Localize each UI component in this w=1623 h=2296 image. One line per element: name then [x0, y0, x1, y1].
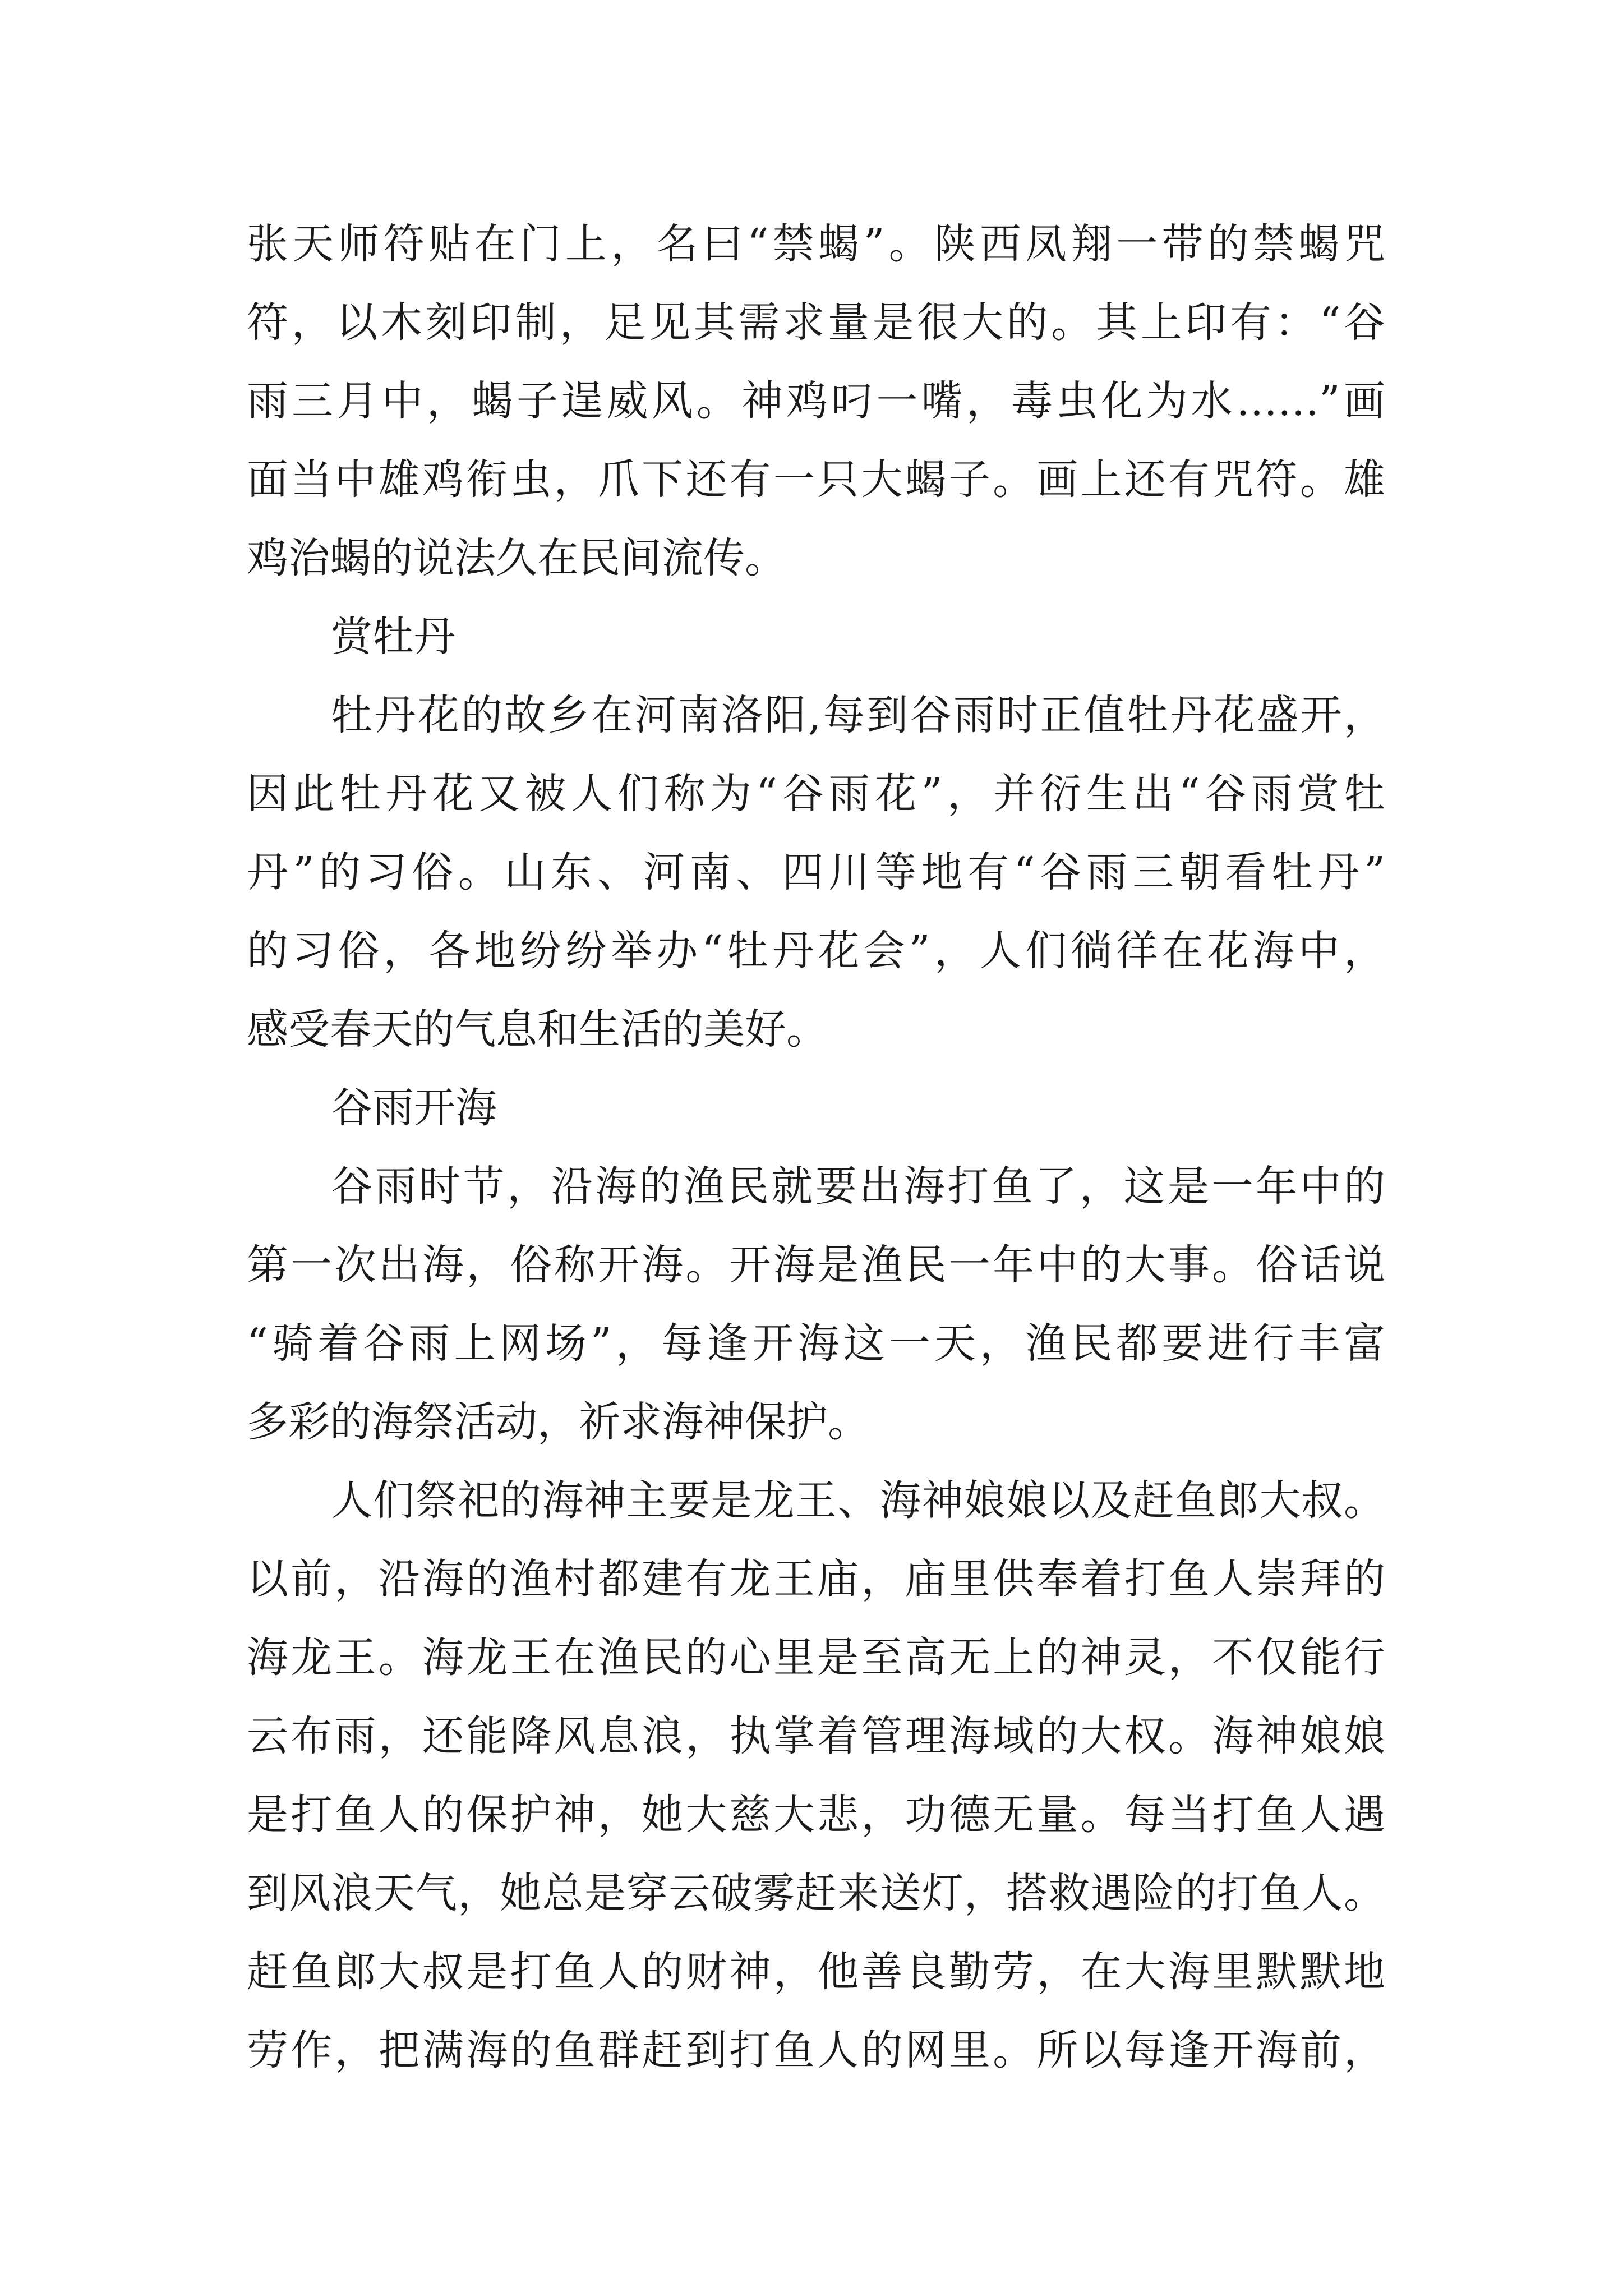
text-line: 的习俗，各地纷纷举办“牡丹花会”，人们徜徉在花海中， [247, 927, 1385, 975]
text-line: 到风浪天气，她总是穿云破雾赶来送灯，搭救遇险的打鱼人。 [247, 1869, 1385, 1917]
section-heading: 赏牡丹 [331, 613, 455, 661]
text-line: “骑着谷雨上网场”，每逢开海这一天，渔民都要进行丰富 [247, 1319, 1385, 1368]
text-line: 鸡治蝎的说法久在民间流传。 [247, 534, 786, 582]
text-line: 牡丹花的故乡在河南洛阳,每到谷雨时正值牡丹花盛开， [331, 691, 1385, 739]
text-line: 因此牡丹花又被人们称为“谷雨花”，并衍生出“谷雨赏牡 [247, 770, 1385, 818]
text-line: 赶鱼郎大叔是打鱼人的财神，他善良勤劳，在大海里默默地 [247, 1948, 1385, 1996]
text-line: 是打鱼人的保护神，她大慈大悲，功德无量。每当打鱼人遇 [247, 1791, 1385, 1839]
text-line: 谷雨时节，沿海的渔民就要出海打鱼了，这是一年中的 [331, 1162, 1385, 1211]
text-line: 符，以木刻印制，足见其需求量是很大的。其上印有：“谷 [247, 298, 1385, 347]
text-line: 雨三月中，蝎子逞威风。神鸡叼一嘴，毒虫化为水……”画 [247, 377, 1385, 425]
text-line: 人们祭祀的海神主要是龙王、海神娘娘以及赶鱼郎大叔。 [331, 1476, 1385, 1525]
text-line: 感受春天的气息和生活的美好。 [247, 1005, 828, 1053]
text-line: 第一次出海，俗称开海。开海是渔民一年中的大事。俗话说 [247, 1241, 1385, 1289]
text-line: 多彩的海祭活动，祈求海神保护。 [247, 1398, 869, 1446]
section-heading: 谷雨开海 [331, 1084, 497, 1132]
text-line: 以前，沿海的渔村都建有龙王庙，庙里供奉着打鱼人崇拜的 [247, 1555, 1385, 1603]
text-line: 丹”的习俗。山东、河南、四川等地有“谷雨三朝看牡丹” [247, 848, 1385, 896]
text-line: 面当中雄鸡衔虫，爪下还有一只大蝎子。画上还有咒符。雄 [247, 455, 1385, 504]
text-line: 劳作，把满海的鱼群赶到打鱼人的网里。所以每逢开海前， [247, 2026, 1385, 2074]
text-line: 海龙王。海龙王在渔民的心里是至高无上的神灵，不仅能行 [247, 1634, 1385, 1682]
document-body [247, 205, 1385, 2090]
text-line: 张天师符贴在门上，名曰“禁蝎”。陕西凤翔一带的禁蝎咒 [247, 220, 1385, 268]
text-line: 云布雨，还能降风息浪，执掌着管理海域的大权。海神娘娘 [247, 1712, 1385, 1760]
